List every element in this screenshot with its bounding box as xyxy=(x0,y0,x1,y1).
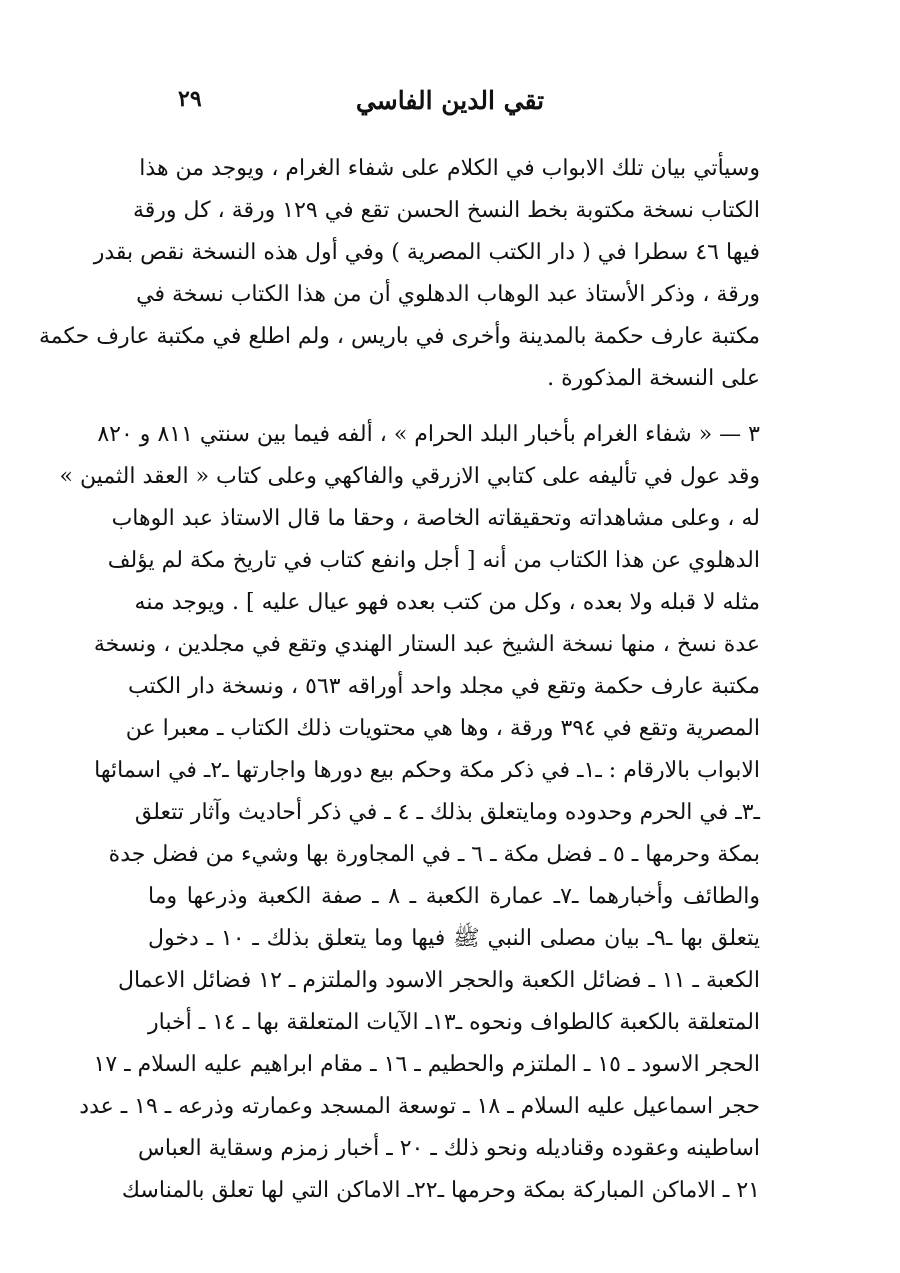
text-line: عدة نسخ ، منها نسخة الشيخ عبد الستار الهندي وتقع في مجلدين ، ونسخة xyxy=(93,632,760,657)
text-line: والطائف وأخبارهما ـ٧ـ عمارة الكعبة ـ ٨ ـ صفة الكعبة وذرعها وما xyxy=(148,884,761,909)
text-line: وقد عول في تأليفه على كتابي الازرقي والفاكهي وعلى كتاب « العقد الثمين » xyxy=(59,464,760,489)
text-line: على النسخة المذكورة . xyxy=(547,366,760,391)
text-line: مكتبة عارف حكمة بالمدينة وأخرى في باريس ، ولم اطلع في مكتبة عارف حكمة xyxy=(38,324,760,349)
text-line: ـ٣ـ في الحرم وحدوده ومايتعلق بذلك ـ ٤ ـ في ذكر أحاديث وآثار تتعلق xyxy=(134,800,760,825)
text-line: بمكة وحرمها ـ ٥ ـ فضل مكة ـ ٦ ـ في المجاورة بها وشيء من فضل جدة xyxy=(108,842,760,867)
paragraph-2 xyxy=(59,414,761,1212)
text-line: وسيأتي بيان تلك الابواب في الكلام على شفاء الغرام ، ويوجد من هذا xyxy=(139,156,760,181)
text-line: الابواب بالارقام : ـ١ـ في ذكر مكة وحكم بيع دورها واجارتها ـ٢ـ في اسمائها xyxy=(94,758,760,783)
text-line: الكتاب نسخة مكتوبة بخط النسخ الحسن تقع في ١٢٩ ورقة ، كل ورقة xyxy=(132,198,760,223)
text-line: المتعلقة بالكعبة كالطواف ونحوه ـ١٣ـ الآيات المتعلقة بها ـ ١٤ ـ أخبار xyxy=(148,1010,761,1035)
text-line: يتعلق بها ـ٩ـ بيان مصلى النبي ﷺ فيها وما يتعلق بذلك ـ ١٠ ـ دخول xyxy=(148,926,760,951)
text-line: المصرية وتقع في ٣٩٤ ورقة ، وها هي محتويات ذلك الكتاب ـ معبرا عن xyxy=(125,716,760,741)
text-line: له ، وعلى مشاهداته وتحقيقاته الخاصة ، وحقا ما قال الاستاذ عبد الوهاب xyxy=(111,506,760,531)
page-header xyxy=(150,82,750,130)
page-number: ٢٩ xyxy=(178,86,202,112)
text-line: الدهلوي عن هذا الكتاب من أنه [ أجل وانفع كتاب في تاريخ مكة لم يؤلف xyxy=(107,548,760,573)
text-line: اساطينه وعقوده وقناديله ونحو ذلك ـ ٢٠ ـ أخبار زمزم وسقاية العباس xyxy=(138,1136,760,1161)
paragraph-1 xyxy=(38,148,760,400)
text-line: ٣ — « شفاء الغرام بأخبار البلد الحرام » ، ألفه فيما بين سنتي ٨١١ و ٨٢٠ xyxy=(97,422,760,447)
text-line: الحجر الاسود ـ ١٥ ـ الملتزم والحطيم ـ ١٦ ـ مقام ابراهيم عليه السلام ـ ١٧ xyxy=(93,1052,760,1077)
text-line: ٢١ ـ الاماكن المباركة بمكة وحرمها ـ٢٢ـ الاماكن التي لها تعلق بالمناسك xyxy=(121,1178,760,1203)
text-line: الكعبة ـ ١١ ـ فضائل الكعبة والحجر الاسود والملتزم ـ ١٢ فضائل الاعمال xyxy=(117,968,760,993)
text-line: مكتبة عارف حكمة وتقع في مجلد واحد أوراقه ٥٦٣ ، ونسخة دار الكتب xyxy=(127,674,760,699)
text-line: فيها ٤٦ سطرا في ( دار الكتب المصرية ) وفي أول هذه النسخة نقص بقدر xyxy=(93,240,760,265)
text-line: حجر اسماعيل عليه السلام ـ ١٨ ـ توسعة المسجد وعمارته وذرعه ـ ١٩ ـ عدد xyxy=(79,1094,760,1119)
running-title: تقي الدين الفاسي xyxy=(355,86,545,115)
text-line: مثله لا قبله ولا بعده ، وكل من كتب بعده فهو عيال عليه ] . ويوجد منه xyxy=(134,590,760,615)
body-text xyxy=(38,148,761,1212)
paragraph-gap xyxy=(148,400,760,414)
text-line: ورقة ، وذكر الأستاذ عبد الوهاب الدهلوي أن من هذا الكتاب نسخة في xyxy=(136,282,760,307)
